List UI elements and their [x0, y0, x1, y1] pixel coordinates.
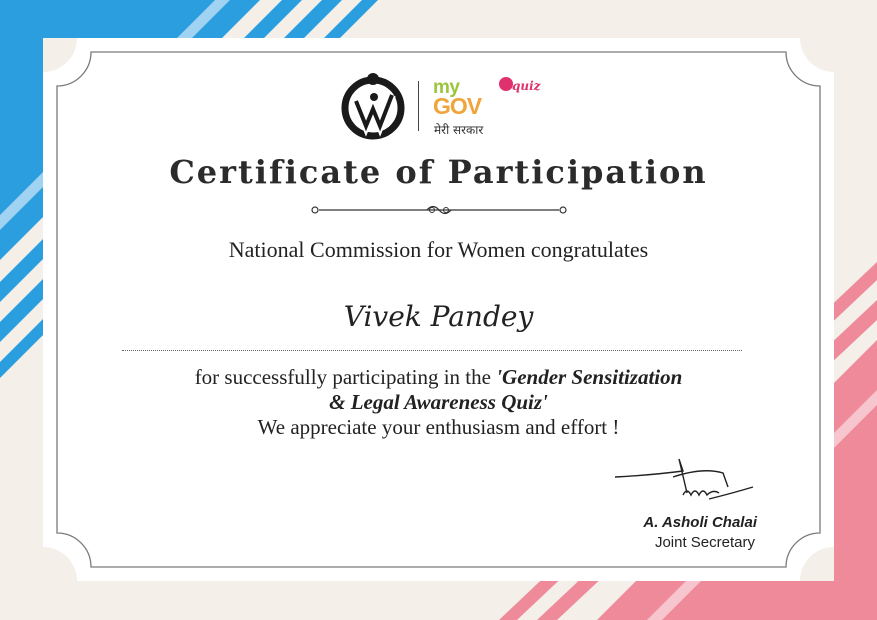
- mygov-quiz-label: quiz: [512, 79, 541, 93]
- body-line-1: for successfully participating in the: [194, 365, 491, 389]
- logo-divider: [418, 81, 419, 131]
- mygov-logo-my: my: [433, 77, 460, 98]
- congrats-line: National Commission for Women congratulates: [228, 237, 649, 262]
- ornament-divider-icon: [307, 202, 571, 218]
- recipient-name: Vivek Pandey: [343, 300, 534, 333]
- quiz-name-part-2: & Legal Awareness Quiz': [329, 390, 548, 414]
- signature-image: [613, 453, 758, 513]
- signatory-name: A. Asholi Chalai: [643, 514, 757, 531]
- signatory-designation: Joint Secretary: [654, 534, 755, 551]
- logo-row: [338, 71, 548, 146]
- mygov-logo-tagline: मेरी सरकार: [434, 123, 484, 137]
- mygov-logo-gov: GOV: [433, 93, 482, 119]
- certificate-card: [43, 38, 834, 581]
- certificate-title: Certificate of Participation: [169, 153, 708, 191]
- certificate-body: [43, 365, 834, 440]
- quiz-name-part-1: 'Gender Sensitization: [496, 365, 683, 389]
- name-dotted-line: [122, 350, 742, 351]
- ncw-logo-icon: [338, 71, 410, 143]
- body-line-3: We appreciate your enthusiasm and effort !: [257, 415, 620, 439]
